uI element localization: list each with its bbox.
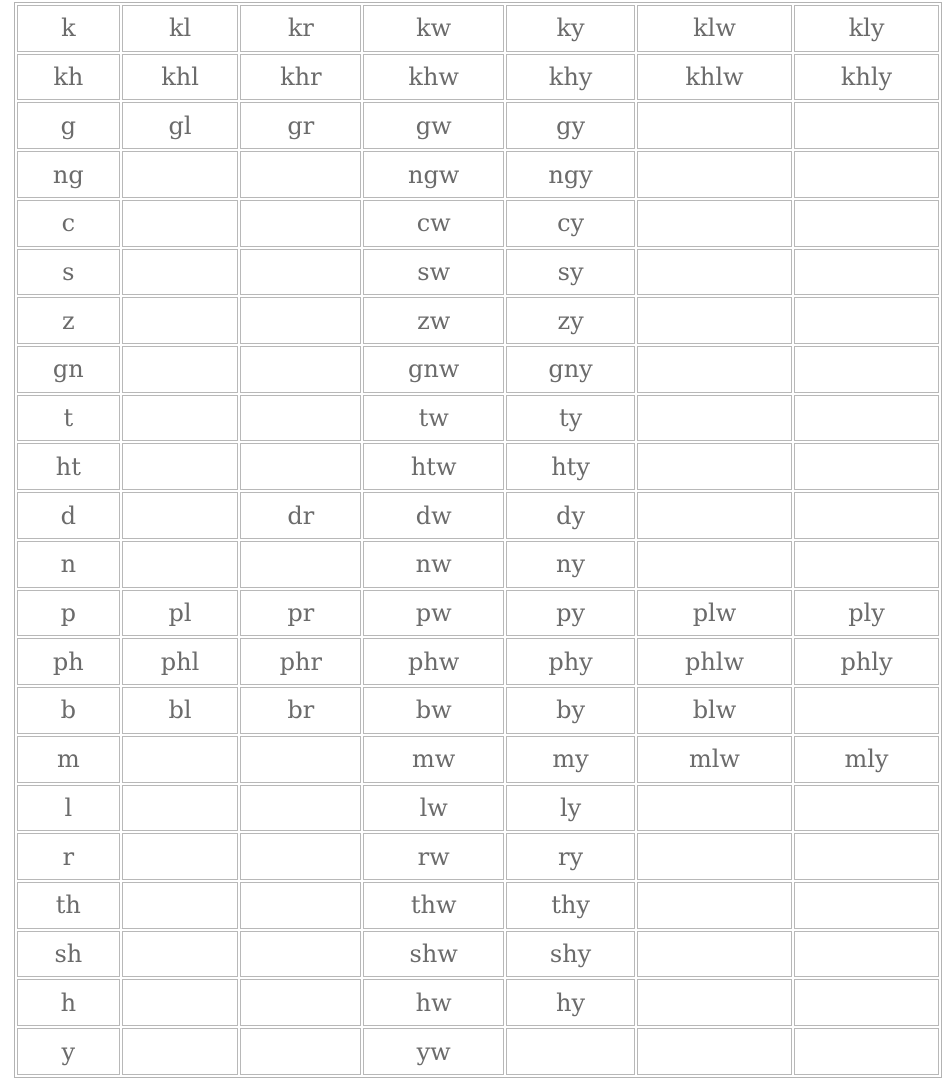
table-cell: m [17,736,120,783]
table-cell: gy [506,102,635,149]
table-row [17,979,939,1026]
table-cell: mly [794,736,939,783]
table-row [17,736,939,783]
table-cell: k [17,5,120,52]
table-cell: l [17,785,120,832]
table-cell: khr [240,54,361,101]
table-cell: khlw [637,54,792,101]
table-cell: thw [363,882,504,929]
table-row [17,5,939,52]
table-cell [122,882,239,929]
table-cell: zy [506,297,635,344]
table-row [17,249,939,296]
table-cell [122,833,239,880]
table-cell [637,151,792,198]
table-cell [637,443,792,490]
table-row [17,785,939,832]
table-cell: z [17,297,120,344]
table-cell: ny [506,541,635,588]
table-cell: phw [363,638,504,685]
table-cell [240,151,361,198]
table-cell [240,882,361,929]
table-cell [122,395,239,442]
table-cell [794,102,939,149]
table-cell: hty [506,443,635,490]
table-cell [122,297,239,344]
table-cell: shy [506,931,635,978]
table-cell [122,346,239,393]
table-cell: phr [240,638,361,685]
table-row [17,492,939,539]
table-row [17,931,939,978]
table-cell: my [506,736,635,783]
table-row [17,541,939,588]
table-cell [637,979,792,1026]
table-cell [240,200,361,247]
table-cell [240,785,361,832]
table-row [17,395,939,442]
table-cell: khl [122,54,239,101]
table-cell [240,736,361,783]
table-cell: sh [17,931,120,978]
table-row [17,297,939,344]
table-cell: shw [363,931,504,978]
table-cell [794,200,939,247]
table-cell [794,443,939,490]
table-cell: kl [122,5,239,52]
table-cell [122,1028,239,1075]
consonant-cluster-table [15,3,941,1077]
table-cell [637,249,792,296]
table-cell: sw [363,249,504,296]
table-cell [122,151,239,198]
table-cell [794,297,939,344]
table-cell [240,541,361,588]
table-row [17,102,939,149]
table-row [17,882,939,929]
table-cell [794,346,939,393]
table-row [17,200,939,247]
table-cell [240,979,361,1026]
table-cell: s [17,249,120,296]
table-cell [240,931,361,978]
table-cell [240,833,361,880]
table-row [17,590,939,637]
table-cell: phl [122,638,239,685]
table-cell [240,443,361,490]
table-cell: khly [794,54,939,101]
table-cell [122,736,239,783]
table-cell [794,882,939,929]
table-cell: kh [17,54,120,101]
table-row [17,687,939,734]
table-cell [240,297,361,344]
table-cell: hy [506,979,635,1026]
table-cell: khy [506,54,635,101]
table-cell: ky [506,5,635,52]
table-cell: thy [506,882,635,929]
table-cell [794,687,939,734]
table-cell [506,1028,635,1075]
table-cell [240,249,361,296]
table-cell: sy [506,249,635,296]
table-cell: ry [506,833,635,880]
table-cell: by [506,687,635,734]
table-cell [637,297,792,344]
table-cell [794,151,939,198]
table-cell: th [17,882,120,929]
table-cell: gny [506,346,635,393]
table-cell: ngw [363,151,504,198]
table-row [17,346,939,393]
table-cell: kly [794,5,939,52]
table-cell [637,102,792,149]
table-cell [637,541,792,588]
table-cell: nw [363,541,504,588]
table-cell: khw [363,54,504,101]
table-cell: ty [506,395,635,442]
table-cell [637,346,792,393]
table-cell: tw [363,395,504,442]
table-cell: klw [637,5,792,52]
table-cell [122,492,239,539]
table-cell: rw [363,833,504,880]
table-cell: ply [794,590,939,637]
table-cell: ht [17,443,120,490]
table-cell: hw [363,979,504,1026]
table-cell [240,395,361,442]
table-cell: blw [637,687,792,734]
table-cell [637,931,792,978]
table-cell: dy [506,492,635,539]
table-cell [794,833,939,880]
table-cell: ly [506,785,635,832]
table-cell: h [17,979,120,1026]
table-cell: r [17,833,120,880]
table-cell [240,346,361,393]
table-cell: t [17,395,120,442]
table-cell [794,931,939,978]
table-cell: yw [363,1028,504,1075]
table-cell: phy [506,638,635,685]
table-cell: cy [506,200,635,247]
table-cell: bw [363,687,504,734]
table-cell: kr [240,5,361,52]
table-cell: b [17,687,120,734]
table-cell [637,1028,792,1075]
table-cell [637,833,792,880]
table-cell [122,200,239,247]
table-cell: pr [240,590,361,637]
table-cell: gn [17,346,120,393]
table-cell: gw [363,102,504,149]
table-cell: cw [363,200,504,247]
table-cell: gnw [363,346,504,393]
table-cell [794,249,939,296]
table-cell: y [17,1028,120,1075]
table-cell: mw [363,736,504,783]
table-cell: ngy [506,151,635,198]
table-cell [122,249,239,296]
table-cell [122,979,239,1026]
table-cell [240,1028,361,1075]
table-cell [794,979,939,1026]
table-cell [122,785,239,832]
table-cell [637,882,792,929]
table-body [17,5,939,1075]
table-cell: d [17,492,120,539]
table-cell [794,541,939,588]
table-cell: kw [363,5,504,52]
table-cell: gr [240,102,361,149]
table-cell: g [17,102,120,149]
table-row [17,833,939,880]
consonant-cluster-table-frame [14,2,942,1078]
table-cell [637,785,792,832]
table-cell: br [240,687,361,734]
table-row [17,54,939,101]
table-cell: py [506,590,635,637]
table-cell: ng [17,151,120,198]
table-cell: dw [363,492,504,539]
table-cell: pw [363,590,504,637]
table-cell [122,443,239,490]
table-cell: gl [122,102,239,149]
table-cell [794,395,939,442]
table-cell [637,200,792,247]
table-cell: bl [122,687,239,734]
table-cell [794,1028,939,1075]
table-cell: phly [794,638,939,685]
table-cell [122,541,239,588]
table-row [17,151,939,198]
table-cell: dr [240,492,361,539]
table-cell [637,395,792,442]
table-row [17,443,939,490]
table-cell: plw [637,590,792,637]
table-row [17,638,939,685]
table-row [17,1028,939,1075]
table-cell [122,931,239,978]
table-cell: c [17,200,120,247]
table-cell: n [17,541,120,588]
table-cell: mlw [637,736,792,783]
table-cell: zw [363,297,504,344]
table-cell [794,492,939,539]
table-cell [637,492,792,539]
table-cell: phlw [637,638,792,685]
table-cell: ph [17,638,120,685]
table-cell: htw [363,443,504,490]
table-cell [794,785,939,832]
table-cell: lw [363,785,504,832]
table-cell: pl [122,590,239,637]
table-cell: p [17,590,120,637]
